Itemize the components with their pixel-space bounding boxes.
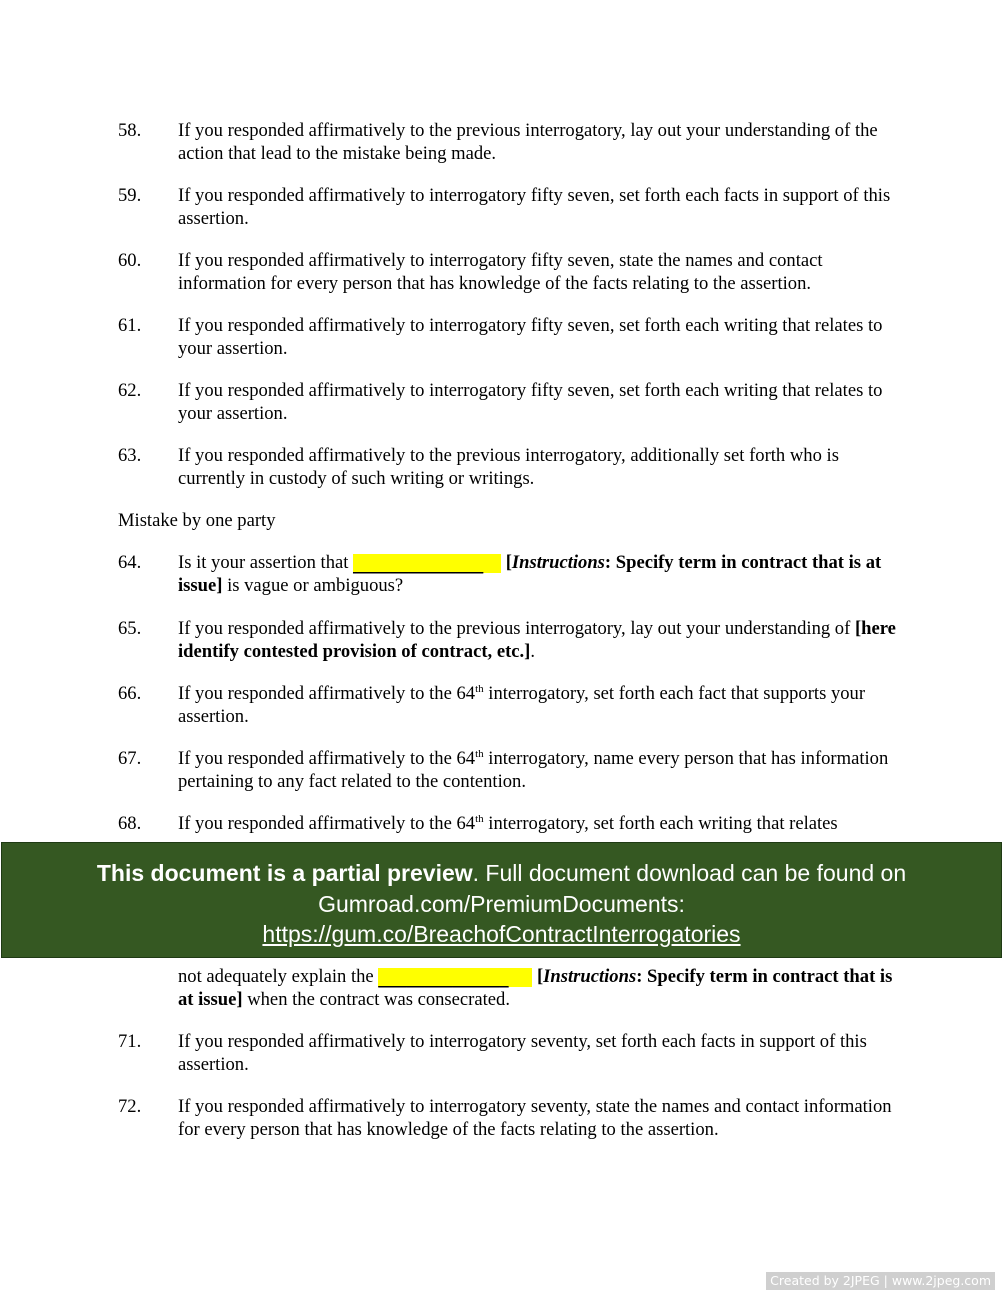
item-text: If you responded affirmatively to interrogatory fifty seven, state the names and contact information for every person that has knowledge of the facts relating to the assertion. (178, 250, 823, 294)
instructions-label: Instructions (511, 552, 605, 573)
item-number: 71. (118, 1031, 142, 1052)
text-pre: Is it your assertion that (178, 552, 354, 573)
instructions-text: : Specify term in contract that is at issue] (178, 966, 893, 1010)
text-post: interrogatory, name every person that has information pertaining to any fact related to the contention. (178, 748, 889, 792)
interrogatory-67 (118, 747, 888, 793)
highlighted-blank: ______________ (353, 554, 501, 573)
item-number: 64. (118, 552, 142, 573)
item-number: 62. (118, 380, 142, 401)
item-number: 58. (118, 120, 142, 141)
text-post: interrogatory, set forth each fact that supports your assertion. (178, 683, 866, 727)
item-number: 61. (118, 315, 142, 336)
text-pre: If you responded affirmatively to the 64 (178, 683, 476, 704)
text-post: is vague or ambiguous? (222, 575, 404, 596)
item-text: If you responded affirmatively to interrogatory seventy, state the names and contact information for every person that has knowledge of the facts relating to the assertion. (178, 1096, 892, 1140)
text-post: when the contract was consecrated. (242, 989, 510, 1010)
item-text: If you responded affirmatively to interrogatory fifty seven, set forth each facts in support of this assertion. (178, 185, 891, 229)
ordinal-suffix: th (475, 748, 484, 760)
item-text: If you responded affirmatively to the previous interrogatory, additionally set forth who is currently in custody of such writing or writings. (178, 445, 839, 489)
item-text (178, 551, 898, 597)
item-text (178, 747, 898, 793)
highlighted-blank: ______________ (378, 968, 532, 987)
item-number: 63. (118, 445, 142, 466)
item-text: If you responded affirmatively to interrogatory fifty seven, set forth each writing that relates to your assertion. (178, 380, 883, 424)
item-number: 65. (118, 618, 142, 639)
item-number: 60. (118, 250, 142, 271)
interrogatory-72 (118, 1095, 892, 1141)
item-text (178, 812, 898, 835)
interrogatory-66 (118, 682, 888, 728)
watermark: Created by 2JPEG | www.2jpeg.com (766, 1272, 995, 1290)
banner-text: . Full document download can be found on Gumroad.com/PremiumDocuments: (318, 860, 907, 917)
bracket-open: [ (532, 966, 544, 987)
item-number: 67. (118, 748, 142, 769)
item-number: 68. (118, 813, 142, 834)
interrogatory-71 (118, 1030, 888, 1076)
interrogatory-60 (118, 249, 888, 295)
interrogatory-70-continuation (118, 965, 893, 1011)
interrogatory-63 (118, 444, 888, 490)
text-pre: not adequately explain the (178, 966, 379, 987)
bracket-open: [ (501, 552, 512, 573)
interrogatory-59 (118, 184, 891, 230)
item-number: 66. (118, 683, 142, 704)
preview-banner (1, 842, 1002, 958)
ordinal-suffix: th (475, 683, 484, 695)
interrogatory-65 (118, 617, 896, 663)
interrogatory-64 (118, 551, 888, 597)
bold-provision: [here identify contested provision of contract, etc.] (178, 618, 896, 662)
instructions-text: : Specify term in contract that is at issue] (178, 552, 882, 596)
item-text (178, 965, 898, 1011)
item-text (178, 617, 898, 663)
item-text: If you responded affirmatively to interrogatory seventy, set forth each facts in support of this assertion. (178, 1031, 867, 1075)
interrogatory-62 (118, 379, 888, 425)
interrogatory-58 (118, 119, 888, 165)
item-number: 72. (118, 1096, 142, 1117)
text-pre: If you responded affirmatively to the 64 (178, 813, 476, 834)
item-text: If you responded affirmatively to interrogatory fifty seven, set forth each writing that relates to your assertion. (178, 315, 883, 359)
item-text (178, 682, 898, 728)
text-pre: If you responded affirmatively to the 64 (178, 748, 476, 769)
interrogatory-68 (118, 812, 888, 835)
ordinal-suffix: th (475, 813, 484, 825)
text-pre: If you responded affirmatively to the previous interrogatory, lay out your understanding of (178, 618, 855, 639)
item-number: 59. (118, 185, 142, 206)
text-post: interrogatory, set forth each writing that relates (483, 813, 838, 834)
interrogatory-61 (118, 314, 888, 360)
text-post: . (530, 641, 536, 662)
item-text: If you responded affirmatively to the previous interrogatory, lay out your understanding of the action that lead to the mistake being made. (178, 120, 878, 164)
banner-strong-text: This document is a partial preview (96, 860, 473, 886)
section-heading: Mistake by one party (118, 510, 276, 531)
download-link[interactable]: https://gum.co/BreachofContractInterrogatories (262, 921, 741, 947)
instructions-label: Instructions (543, 966, 637, 987)
